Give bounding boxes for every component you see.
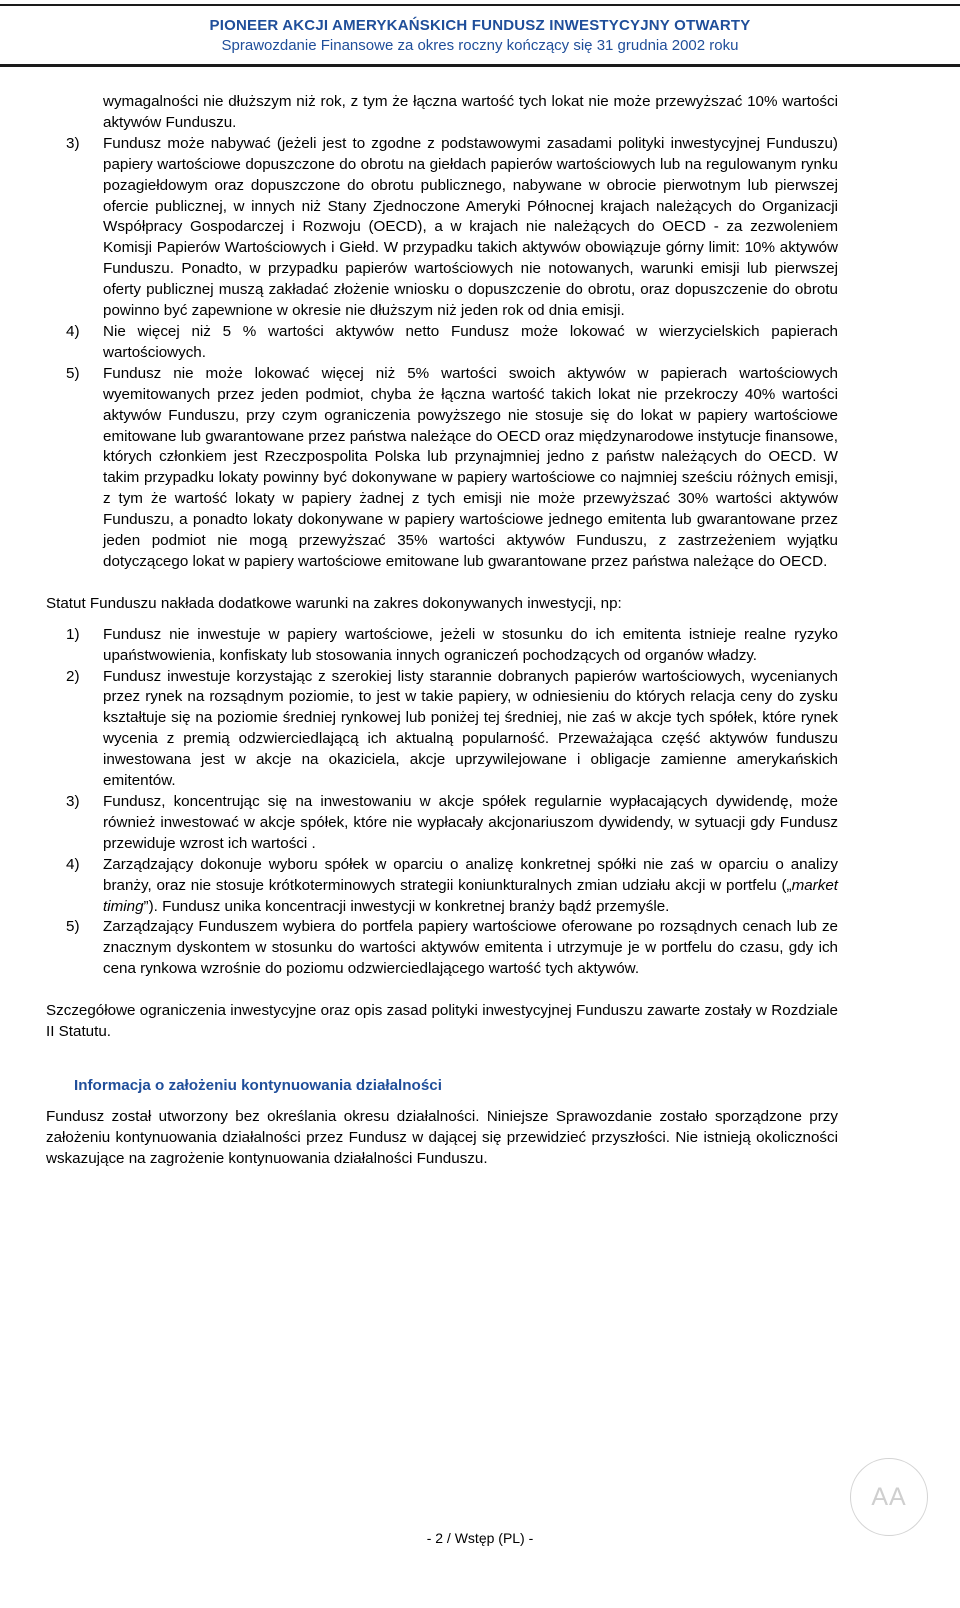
list-item bbox=[46, 364, 838, 573]
list-item bbox=[46, 855, 838, 918]
stamp-text: AA bbox=[871, 1482, 907, 1511]
section-heading: Informacja o założeniu kontynuowania działalności bbox=[74, 1076, 442, 1094]
aa-stamp-logo bbox=[850, 1458, 928, 1536]
list-item-number: 5) bbox=[66, 364, 80, 382]
list-item-number: 5) bbox=[66, 918, 80, 936]
list-item bbox=[46, 917, 838, 980]
list-item-number: 3) bbox=[66, 793, 80, 810]
list-item-number: 4) bbox=[66, 855, 80, 873]
header-top-rule bbox=[0, 4, 960, 6]
list-item-text: Nie więcej niż 5 % wartości aktywów netto Fundusz może lokować w wierzycielskich papierach wartościowych. bbox=[103, 322, 838, 361]
list-item bbox=[46, 625, 838, 667]
list-item-text: Fundusz inwestuje korzystając z szerokiej listy starannie dobranych papierów wartościowych, wycenianych przez rynek na rozsądnym poziomie, to jest w takie papiery, w odniesieniu do których relacja ceny do zysku kształtuje się na poziomie średniej rynkowej lub poniżej tej średniej, nie zaś w akcje tych spółek, które rynek wycenia z premią odzwierciedlającą ich aktualną popularność. Przeważająca część aktywów funduszu inwestowana jest w akcje na okaziciela, akcje uprzywilejowane i obligacje zamienne amerykańskich emitentów. bbox=[103, 667, 838, 790]
list-item bbox=[46, 134, 838, 322]
page-footer: - 2 / Wstęp (PL) - bbox=[426, 1530, 534, 1546]
list-item-number: 1) bbox=[66, 625, 80, 643]
list-item-number: 4) bbox=[66, 322, 80, 340]
list-item-text: Zarządzający dokonuje wyboru spółek w oparciu o analizę konkretnej spółki nie zaś w oparciu o analizy branży, oraz nie stosuje krótkoterminowych strategii koniunkturalnych zmian udziału akcji w portfelu („ bbox=[103, 855, 838, 894]
list-item bbox=[46, 792, 838, 855]
list-item-text: Zarządzający Funduszem wybiera do portfela papiery wartościowe oferowane po rozsądnych cenach lub ze znacznym dyskontem w stosunku do wartości aktywów emitenta i utrzymuje je w portfelu do czasu, gdy ich cena rynkowa wzrośnie do poziomu odzwierciedlającego wartość tych aktywów. bbox=[103, 918, 838, 978]
section-body: Fundusz został utworzony bez określania okresu działalności. Niniejsze Sprawozdanie zostało sporządzone przy założeniu kontynuowania działalności przez Fundusz w dającej się przewidzieć przyszłości. Nie istnieją okoliczności wskazujące na zagrożenie kontynuowania działalności Funduszu. bbox=[46, 1107, 838, 1167]
list-item-text: Fundusz nie inwestuje w papiery wartościowe, jeżeli w stosunku do ich emitenta istnieje realne ryzyko upaństwowienia, konfiskaty lub stosowania innych ograniczeń pochodzących od organów władzy. bbox=[103, 625, 838, 664]
list-item-number: 2) bbox=[66, 667, 80, 685]
page-header bbox=[0, 0, 960, 70]
statut-intro: Statut Funduszu nakłada dodatkowe warunki na zakres dokonywanych inwestycji, np: bbox=[46, 594, 622, 612]
list-item bbox=[46, 667, 838, 792]
page-content bbox=[46, 92, 838, 1170]
details-paragraph: Szczegółowe ograniczenia inwestycyjne oraz opis zasad polityki inwestycyjnej Funduszu zawarte zostały w Rozdziale II Statutu. bbox=[46, 1002, 838, 1041]
list-item-text: Fundusz nie może lokować więcej niż 5% wartości swoich aktywów w papierach wartościowych wyemitowanych przez jeden podmiot, chyba że łączna wartość takich lokat nie przekroczy 40% wartości aktywów Funduszu, przy czym ograniczenia powyższego nie stosuje się do lokat w papiery wartościowe emitowane lub gwarantowane przez państwa należące do OECD oraz międzynarodowe instytucje finansowe, których członkiem jest Rzeczpospolita Polska lub przynajmniej jedno z państw należących do OECD. W takim przypadku lokaty powinny być dokonywane w papiery wartościowe co najmniej sześciu różnych emisji, z tym że wartość lokaty w papiery żadnej z tych emisji nie może przewyższać 30% wartości aktywów Funduszu, a ponadto lokaty dokonywane w papiery wartościowe jednego emitenta lub gwarantowane przez jeden podmiot nie mogą przewyższać 35% wartości aktywów Funduszu, z zastrzeżeniem wyjątku dotyczącego lokat w papiery wartościowe emitowane lub gwarantowane przez państwa należące do OECD. bbox=[103, 364, 838, 570]
document-title: PIONEER AKCJI AMERYKAŃSKICH FUNDUSZ INWESTYCYJNY OTWARTY bbox=[209, 17, 751, 34]
list-item bbox=[46, 322, 838, 364]
investment-limits-list bbox=[46, 134, 838, 573]
list-item-number: 3) bbox=[66, 134, 80, 152]
continuation-paragraph: wymagalności nie dłuższym niż rok, z tym że łączna wartość tych lokat nie może przewyższać 10% wartości aktywów Funduszu. bbox=[103, 93, 838, 131]
list-item-italic-term: market timing bbox=[103, 876, 838, 915]
list-item-text: Fundusz, koncentrując się na inwestowaniu w akcje spółek regularnie wypłacających dywidendę, może również inwestować w akcje spółek, które nie wypłacały akcjonariuszom dywidendy, w sytuacji gdy Fundusz przewiduje wzrost ich wartości . bbox=[103, 793, 838, 852]
list-item-text: Fundusz może nabywać (jeżeli jest to zgodne z podstawowymi zasadami polityki inwestycyjnej Funduszu) papiery wartościowe dopuszczone do obrotu na giełdach papierów wartościowych lub na regulowanym rynku pozagiełdowym oraz dopuszczone do obrotu publicznego, nabywane w obrocie pierwotnym lub pierwszej ofercie publicznej, w innych niż Stany Zjednoczone Ameryki Północnej krajach należących do Organizacji Współpracy Gospodarczej i Rozwoju (OECD), a w krajach nie należących do OECD - za zezwoleniem Komisji Papierów Wartościowych i Giełd. W przypadku takich aktywów obowiązuje górny limit: 10% aktywów Funduszu. Ponadto, w przypadku papierów wartościowych nie notowanych, warunki emisji lub pierwszej oferty publicznej muszą zakładać złożenie wniosku o dopuszczenie do obrotu, oraz dopuszczenie do obrotu powinno być zapewnione w okresie nie dłuższym niż jeden rok od dnia emisji. bbox=[103, 134, 838, 320]
list-item-text: ”). Fundusz unika koncentracji inwestycji w konkretnej branży bądź przemyśle. bbox=[143, 897, 670, 915]
additional-conditions-list bbox=[46, 625, 838, 980]
header-bottom-rule bbox=[0, 64, 960, 67]
document-subtitle: Sprawozdanie Finansowe za okres roczny kończący się 31 grudnia 2002 roku bbox=[221, 37, 739, 54]
